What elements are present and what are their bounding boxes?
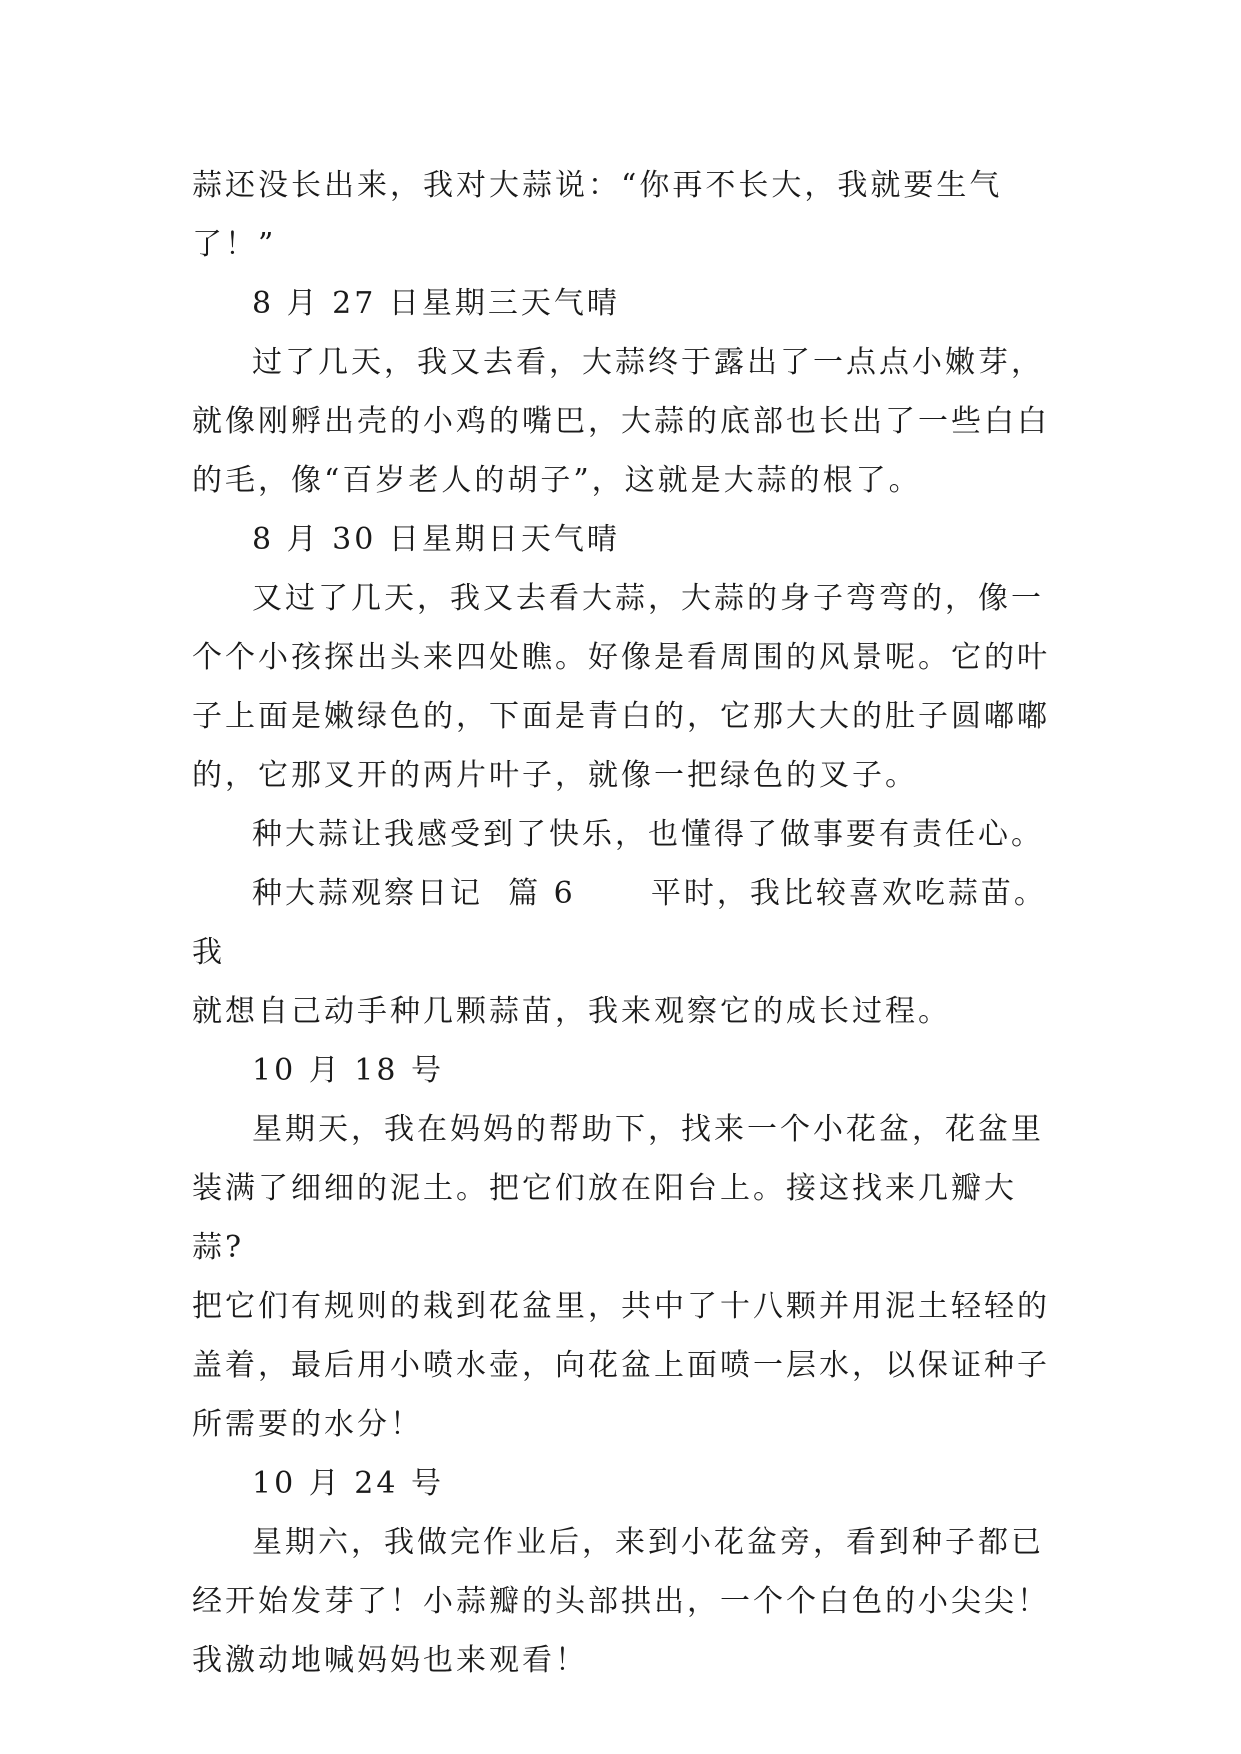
- text-line: 子上面是嫩绿色的，下面是青白的，它那大大的肚子圆嘟嘟: [192, 699, 1050, 734]
- date-heading: 10 月 24 号: [252, 1466, 444, 1501]
- document-body: [192, 156, 1052, 1690]
- text-line: 就像刚孵出壳的小鸡的嘴巴，大蒜的底部也长出了一些白白: [192, 404, 1050, 439]
- text-line: 的毛，像“百岁老人的胡子”，这就是大蒜的根了。: [192, 463, 922, 498]
- text-line: 蒜还没长出来，我对大蒜说：“你再不长大，我就要生气: [192, 168, 1003, 203]
- text-line: 我激动地喊妈妈也来观看！: [192, 1643, 588, 1678]
- text-line: 把它们有规则的栽到花盆里，共中了十八颗并用泥土轻轻的: [192, 1289, 1050, 1324]
- text-line: 了！”: [192, 227, 277, 262]
- text-line: 星期六，我做完作业后，来到小花盆旁，看到种子都已: [252, 1525, 1044, 1560]
- text-line: 盖着，最后用小喷水壶，向花盆上面喷一层水，以保证种子: [192, 1348, 1050, 1383]
- text-line: 所需要的水分！: [192, 1407, 423, 1442]
- section-heading-line: 种大蒜观察日记 篇 6 平时，我比较喜欢吃蒜苗。我: [192, 876, 1047, 970]
- date-heading: 10 月 18 号: [252, 1053, 444, 1088]
- text-line: 经开始发芽了！小蒜瓣的头部拱出，一个个白色的小尖尖！: [192, 1584, 1050, 1619]
- text-line: 就想自己动手种几颗蒜苗，我来观察它的成长过程。: [192, 994, 951, 1029]
- text-line: 星期天，我在妈妈的帮助下，找来一个小花盆，花盆里: [252, 1112, 1044, 1147]
- text-line: 个个小孩探出头来四处瞧。好像是看周围的风景呢。它的叶: [192, 640, 1050, 675]
- date-heading: 8 月 30 日星期日天气晴: [252, 522, 620, 557]
- date-heading: 8 月 27 日星期三天气晴: [252, 286, 620, 321]
- text-line: 装满了细细的泥土。把它们放在阳台上。接这找来几瓣大蒜?: [192, 1171, 1017, 1265]
- text-line: 过了几天，我又去看，大蒜终于露出了一点点小嫩芽，: [252, 345, 1044, 380]
- text-line: 的，它那叉开的两片叶子，就像一把绿色的叉子。: [192, 758, 918, 793]
- text-line: 又过了几天，我又去看大蒜，大蒜的身子弯弯的，像一: [252, 581, 1044, 616]
- text-line: 种大蒜让我感受到了快乐，也懂得了做事要有责任心。: [252, 817, 1044, 852]
